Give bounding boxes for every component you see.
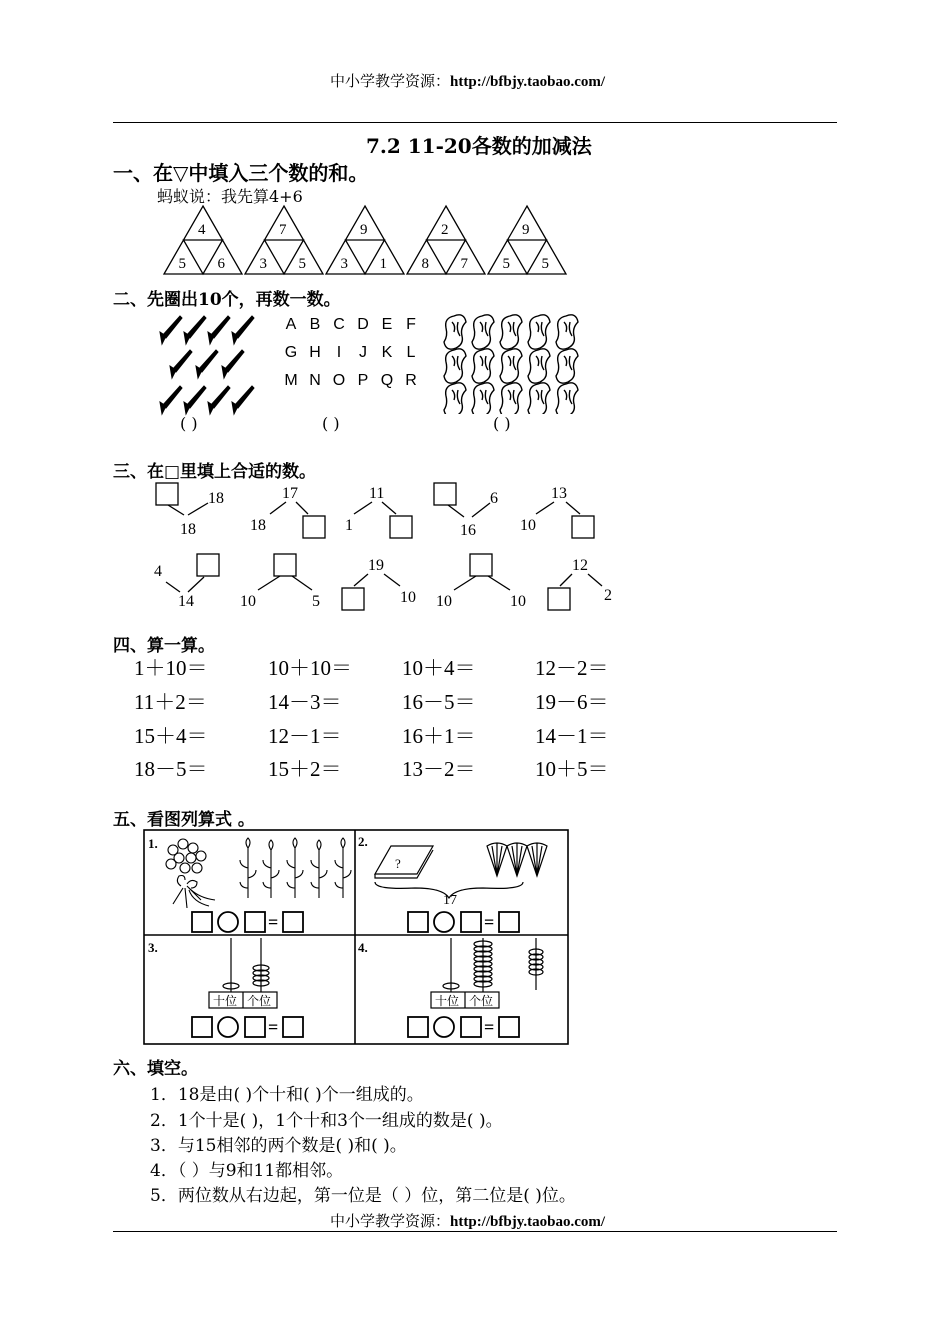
letters-row-2: G H I J K L xyxy=(284,344,418,361)
bond-1 xyxy=(156,483,224,538)
answer-box[interactable] xyxy=(192,912,212,932)
svg-text:12: 12 xyxy=(572,557,588,574)
section-4-heading: 四、算一算。 xyxy=(113,636,215,656)
bond-9 xyxy=(436,554,526,610)
fill-item-2: 2．1个十是( )，1个十和3个一组成的数是( )。 xyxy=(150,1111,503,1131)
calc-problem[interactable]: 13－2＝ xyxy=(402,757,476,781)
triangle-puzzle xyxy=(326,206,404,274)
triangle-number-top: 9 xyxy=(522,222,530,238)
flower-icon xyxy=(335,838,351,898)
operator-circle[interactable] xyxy=(218,912,238,932)
answer-box[interactable] xyxy=(342,588,364,610)
sum-slot[interactable] xyxy=(519,246,535,260)
svg-text:4: 4 xyxy=(154,563,162,580)
peanut-icon xyxy=(472,349,494,383)
svg-text:10: 10 xyxy=(240,593,256,610)
svg-text:14: 14 xyxy=(178,593,194,610)
calc-problem[interactable]: 12－2＝ xyxy=(535,656,609,680)
section-1-heading: 一、在▽中填入三个数的和。 xyxy=(113,161,369,185)
triangle-number-top: 7 xyxy=(279,222,287,238)
peanuts-picture xyxy=(440,306,590,414)
flower-icon xyxy=(196,851,206,861)
panel-3-label: 3. xyxy=(148,940,158,955)
svg-text:10: 10 xyxy=(400,589,416,606)
calc-problem[interactable]: 12－1＝ xyxy=(268,724,342,748)
peanut-icon xyxy=(556,383,578,414)
triangle-number-top: 2 xyxy=(441,222,449,238)
flower-icon xyxy=(180,863,190,873)
svg-text:10: 10 xyxy=(436,593,452,610)
triangle-number-left: 8 xyxy=(421,256,429,272)
svg-text:1: 1 xyxy=(345,517,353,534)
peanut-icon xyxy=(528,315,550,349)
ones-label: 个位 xyxy=(247,994,272,1008)
peanut-icon xyxy=(500,349,522,383)
peanut-icon xyxy=(472,315,494,349)
calc-problem[interactable]: 15＋4＝ xyxy=(134,724,208,748)
triangle-number-top: 4 xyxy=(198,222,206,238)
bond-7 xyxy=(240,554,320,610)
operator-circle[interactable] xyxy=(434,912,454,932)
svg-text:10: 10 xyxy=(510,593,526,610)
flower-icon xyxy=(186,853,196,863)
svg-text:18: 18 xyxy=(250,517,266,534)
triangle-number-top: 9 xyxy=(360,222,368,238)
panel-4-label: 4. xyxy=(358,940,368,955)
rocket-icon xyxy=(160,316,182,344)
svg-text:10: 10 xyxy=(520,517,536,534)
sum-slot[interactable] xyxy=(438,246,454,260)
letters-grid xyxy=(280,316,424,390)
triangle-puzzle xyxy=(407,206,485,274)
answer-box[interactable] xyxy=(390,516,412,538)
rocket-icon xyxy=(160,386,182,414)
flower-icon xyxy=(188,843,198,853)
answer-box[interactable] xyxy=(245,912,265,932)
svg-text:17: 17 xyxy=(282,485,298,502)
calc-problem[interactable]: 15＋2＝ xyxy=(268,757,342,781)
svg-text:2: 2 xyxy=(604,587,612,604)
triangle-number-right: 5 xyxy=(541,256,549,272)
calc-problem[interactable]: 16－5＝ xyxy=(402,690,476,714)
triangle-puzzle xyxy=(488,206,566,274)
tens-label: 十位 xyxy=(435,994,460,1008)
bond-10 xyxy=(548,557,612,610)
svg-text:18: 18 xyxy=(208,490,224,507)
triangle-number-right: 1 xyxy=(379,256,387,272)
page-header xyxy=(330,70,605,91)
svg-text:6: 6 xyxy=(490,490,498,507)
svg-text:=: = xyxy=(484,1017,495,1037)
svg-text:16: 16 xyxy=(460,522,476,539)
flower-icon xyxy=(263,840,279,898)
book-fans-picture xyxy=(375,843,547,898)
answer-paren-2[interactable]: ( ) xyxy=(322,414,340,433)
triangle-puzzle xyxy=(245,206,323,274)
svg-text:11: 11 xyxy=(369,485,385,502)
peanut-icon xyxy=(556,315,578,349)
rocket-icon xyxy=(184,386,206,414)
rocket-icon xyxy=(184,316,206,344)
total-label: 17 xyxy=(443,893,457,908)
bond-4 xyxy=(434,483,498,539)
answer-box[interactable] xyxy=(548,588,570,610)
page-footer xyxy=(330,1210,605,1231)
calc-problem[interactable]: 18－5＝ xyxy=(134,757,208,781)
calc-problem[interactable]: 14－3＝ xyxy=(268,690,342,714)
triangle-number-right: 6 xyxy=(217,256,225,272)
footer-url[interactable]: http://bfbjy.taobao.com/ xyxy=(450,1214,606,1230)
letters-row-1: A B C D E F xyxy=(285,316,418,333)
svg-text:=: = xyxy=(484,912,495,932)
svg-text:?: ? xyxy=(395,856,401,871)
answer-box[interactable] xyxy=(470,554,492,576)
answer-box[interactable] xyxy=(434,483,456,505)
calc-problem[interactable]: 19－6＝ xyxy=(535,690,609,714)
footer-label: 中小学教学资源： xyxy=(330,1212,451,1230)
triangle-puzzles xyxy=(160,204,580,280)
calc-problem[interactable]: 14－1＝ xyxy=(535,724,609,748)
answer-box[interactable] xyxy=(408,1017,428,1037)
peanut-icon xyxy=(556,349,578,383)
triangle-number-left: 5 xyxy=(502,256,510,272)
rocket-icon xyxy=(232,316,254,344)
answer-paren-3[interactable]: ( ) xyxy=(493,414,511,433)
svg-text:18: 18 xyxy=(180,521,196,538)
svg-text:13: 13 xyxy=(551,485,567,502)
answer-box[interactable] xyxy=(303,516,325,538)
tens-label: 十位 xyxy=(213,994,238,1008)
bond-2 xyxy=(250,485,325,538)
number-bonds xyxy=(140,478,630,618)
calc-problem[interactable]: 11＋2＝ xyxy=(134,690,207,714)
answer-box[interactable] xyxy=(499,1017,519,1037)
rocket-icon xyxy=(170,350,192,378)
fan-icon xyxy=(507,843,527,876)
panel-1-label: 1. xyxy=(148,836,158,851)
peanut-icon xyxy=(444,383,466,414)
peanut-icon xyxy=(444,349,466,383)
panel-2-label: 2. xyxy=(358,834,368,849)
rocket-icon xyxy=(208,386,230,414)
rocket-icon xyxy=(222,350,244,378)
flower-icon xyxy=(311,840,327,898)
page-title: 7.2 11-20各数的加减法 xyxy=(366,134,592,158)
triangle-number-right: 5 xyxy=(298,256,306,272)
header-label: 中小学教学资源： xyxy=(330,72,451,90)
answer-box[interactable] xyxy=(408,912,428,932)
answer-box[interactable] xyxy=(197,554,219,576)
fill-item-1: 1．18是由( )个十和( )个一组成的。 xyxy=(150,1085,424,1105)
peanut-icon xyxy=(500,383,522,414)
calc-problem[interactable]: 16＋1＝ xyxy=(402,724,476,748)
fan-icon xyxy=(487,843,507,876)
answer-box[interactable] xyxy=(156,483,178,505)
letters-row-3: M N O P Q R xyxy=(284,372,419,389)
answer-box[interactable] xyxy=(572,516,594,538)
calc-problem[interactable]: 10＋10＝ xyxy=(268,656,352,680)
fan-icon xyxy=(527,843,547,876)
footer-rule xyxy=(113,1231,837,1232)
answer-box[interactable] xyxy=(461,912,481,932)
fill-item-3: 3．与15相邻的两个数是( )和( )。 xyxy=(150,1136,407,1156)
svg-text:5: 5 xyxy=(312,593,320,610)
flowers-picture xyxy=(166,838,351,908)
peanut-icon xyxy=(472,383,494,414)
answer-box[interactable] xyxy=(274,554,296,576)
peanut-icon xyxy=(528,383,550,414)
picture-equations xyxy=(143,828,570,1046)
bond-6 xyxy=(154,554,219,610)
triangle-puzzle xyxy=(164,206,242,274)
rockets-picture xyxy=(152,308,267,416)
operator-circle[interactable] xyxy=(218,1017,238,1037)
answer-box[interactable] xyxy=(283,1017,303,1037)
svg-text:=: = xyxy=(268,1017,279,1037)
bond-3 xyxy=(345,485,412,538)
ant-note: 蚂蚁说：我先算4+6 xyxy=(157,187,303,206)
sum-slot[interactable] xyxy=(357,246,373,260)
flower-icon xyxy=(192,863,202,873)
answer-box[interactable] xyxy=(499,912,519,932)
fill-item-4: 4．（ ）与9和11都相邻。 xyxy=(150,1161,344,1181)
operator-circle[interactable] xyxy=(434,1017,454,1037)
peanut-icon xyxy=(500,315,522,349)
calc-problem[interactable]: 10＋5＝ xyxy=(535,757,609,781)
peanut-icon xyxy=(444,315,466,349)
rocket-icon xyxy=(208,316,230,344)
fill-item-5: 5．两位数从右边起，第一位是（ ）位，第二位是( )位。 xyxy=(150,1186,576,1206)
header-url[interactable]: http://bfbjy.taobao.com/ xyxy=(450,74,606,90)
flower-icon xyxy=(178,839,188,849)
bond-5 xyxy=(520,485,594,538)
triangle-number-left: 3 xyxy=(340,256,348,272)
section-2-heading: 二、先圈出10个，再数一数。 xyxy=(113,290,341,310)
triangle-number-left: 3 xyxy=(259,256,267,272)
section-5-heading: 五、看图列算式 。 xyxy=(113,810,255,830)
calc-problem[interactable]: 10＋4＝ xyxy=(402,656,476,680)
rocket-icon xyxy=(232,386,254,414)
section-3-heading: 三、在□里填上合适的数。 xyxy=(113,462,317,482)
calc-problem[interactable]: 1＋10＝ xyxy=(134,656,208,680)
sum-slot[interactable] xyxy=(276,246,292,260)
answer-box[interactable] xyxy=(245,1017,265,1037)
peanut-icon xyxy=(528,349,550,383)
section-6-heading: 六、填空。 xyxy=(113,1059,198,1079)
triangle-number-right: 7 xyxy=(460,256,468,272)
answer-paren-1[interactable]: ( ) xyxy=(180,414,198,433)
ones-label: 个位 xyxy=(469,994,494,1008)
sum-slot[interactable] xyxy=(195,246,211,260)
answer-box[interactable] xyxy=(283,912,303,932)
triangle-number-left: 5 xyxy=(178,256,186,272)
answer-box[interactable] xyxy=(461,1017,481,1037)
rocket-icon xyxy=(196,350,218,378)
bond-8 xyxy=(342,557,416,610)
flower-icon xyxy=(166,859,176,869)
flower-icon xyxy=(240,838,256,898)
svg-text:=: = xyxy=(268,912,279,932)
flower-icon xyxy=(287,838,303,898)
answer-box[interactable] xyxy=(192,1017,212,1037)
header-rule xyxy=(113,122,837,123)
svg-text:19: 19 xyxy=(368,557,384,574)
